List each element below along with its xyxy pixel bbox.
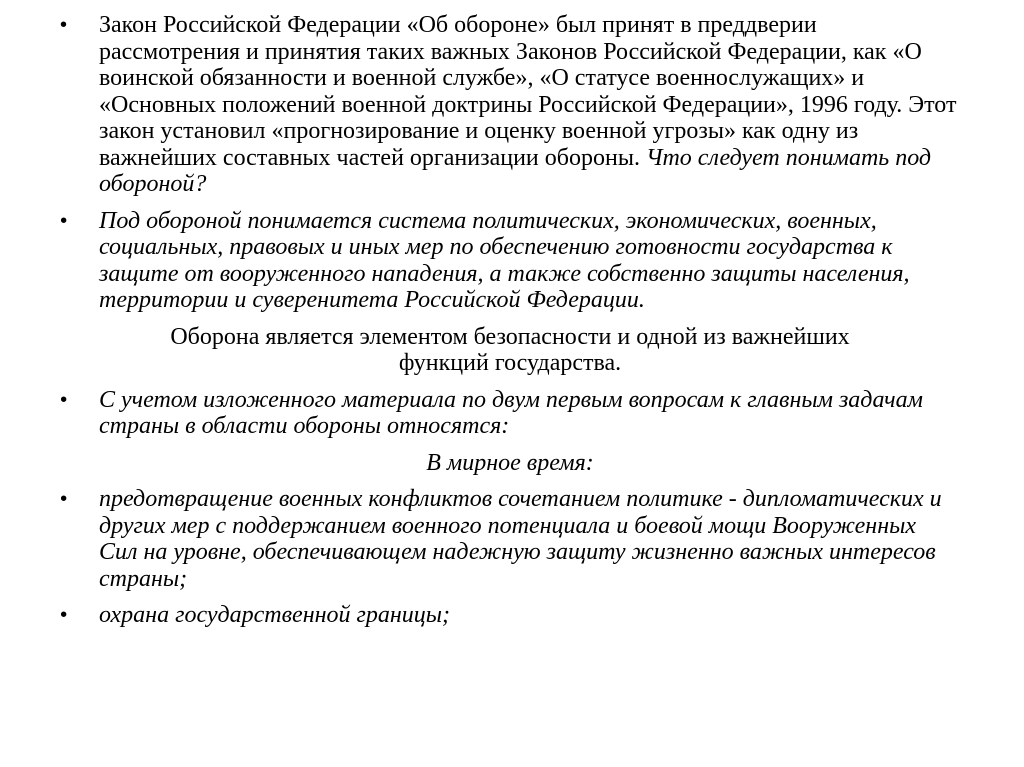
- law-on-defense-text: Закон Российской Федерации «Об обороне» был принят в преддверии рассмотрения и принятия таких важных Законов Российской Федерации, как «О воинской обязанности и военной службе», «О статусе военнослужащих» и «Основных положений военной доктрины Российской Федерации», 1996 году. Этот закон установил «прогнозирование и оценку военной угрозы» как одну из важнейших составных частей организации обороны.: [99, 12, 957, 171]
- bullet: •: [60, 488, 68, 510]
- centered-statement-line2: функций государства.: [398, 350, 622, 376]
- task-text: предотвращение военных конфликтов сочетанием политике - дипломатических и других мер с поддержанием военного потенциала и боевой мощи Вооруженных Сил на уровне, обеспечивающем надежную защиту жизненно важных интересов страны;: [99, 486, 942, 592]
- bullet: •: [60, 388, 68, 411]
- centered-statement-line1: Оборона является элементом безопасности и одной из важнейших: [170, 323, 850, 350]
- slide-content: [60, 12, 960, 639]
- task-item-conflict-prevention: [60, 486, 960, 592]
- paragraph-law-on-defense: [60, 12, 960, 198]
- bullet: •: [60, 14, 68, 36]
- bullet: •: [60, 604, 68, 626]
- task-text: охрана государственной границы;: [99, 602, 451, 628]
- paragraph-tasks-intro: [60, 387, 960, 440]
- tasks-intro-text: С учетом изложенного материала по двум первым вопросам к главным задачам страны в области обороны относятся:: [99, 386, 923, 439]
- paragraph-defense-definition: [60, 208, 960, 314]
- defense-definition-text: Под обороной понимается система политических, экономических, военных, социальных, правовых и иных мер по обеспечению готовности государства к защите от вооруженного нападения, а также собственно защиты населения, территории и суверенитета Российской Федерации.: [99, 207, 910, 313]
- centered-statement: [60, 324, 960, 377]
- task-item-border-protection: [60, 602, 960, 629]
- bullet: •: [60, 209, 68, 232]
- peacetime-heading: В мирное время:: [426, 449, 594, 476]
- defense-question: Что следует понимать под обороной?: [99, 144, 932, 197]
